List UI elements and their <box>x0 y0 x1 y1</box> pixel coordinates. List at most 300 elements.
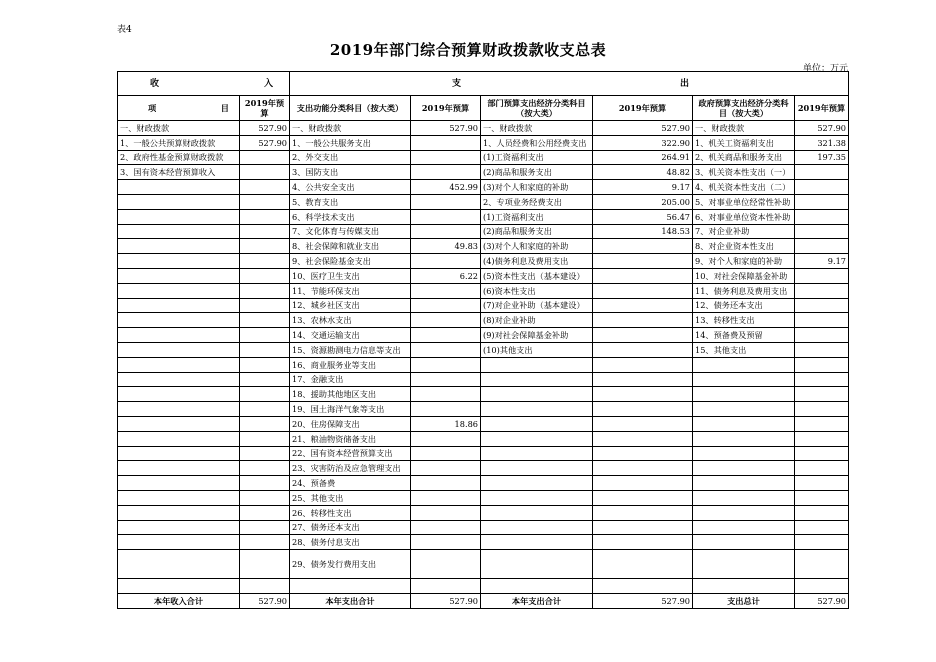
income-budget-cell <box>240 431 290 446</box>
income-item-header: 项 目 <box>118 96 240 121</box>
dept-budget-cell <box>593 490 693 505</box>
income-item-cell <box>118 550 240 579</box>
gov-budget-cell <box>795 490 849 505</box>
income-item-cell <box>118 431 240 446</box>
gov-item-cell <box>693 579 795 594</box>
table-number-note: 表4 <box>117 25 132 35</box>
income-item-cell <box>118 520 240 535</box>
func-budget-cell <box>411 254 481 269</box>
func-item-cell: 26、转移性支出 <box>290 505 411 520</box>
dept-budget-cell: 527.90 <box>593 121 693 136</box>
gov-item-cell: 7、对企业补助 <box>693 224 795 239</box>
func-label-cell: 本年支出合计 <box>290 593 411 608</box>
unit-label: 单位：万元 <box>802 64 848 74</box>
gov-budget-cell <box>795 298 849 313</box>
income-item-cell <box>118 313 240 328</box>
func-item-cell: 10、医疗卫生支出 <box>290 268 411 283</box>
gov-item-cell: 1、机关工资福利支出 <box>693 135 795 150</box>
table-row <box>118 283 849 298</box>
dept-budget-cell: 9.17 <box>593 180 693 195</box>
dept-budget-cell <box>593 387 693 402</box>
gov-budget-cell <box>795 446 849 461</box>
table-row <box>118 239 849 254</box>
func-budget-cell <box>411 402 481 417</box>
dept-item-cell: (8)对企业补助 <box>481 313 593 328</box>
func-item-cell: 1、一般公共服务支出 <box>290 135 411 150</box>
table-row <box>118 372 849 387</box>
income-budget-cell <box>240 372 290 387</box>
gov-budget-cell: 321.38 <box>795 135 849 150</box>
gov-budget-cell <box>795 402 849 417</box>
income-budget-cell <box>240 209 290 224</box>
table-row <box>118 165 849 180</box>
gov-item-cell: 5、对事业单位经常性补助 <box>693 194 795 209</box>
gov-item-cell: 8、对企业资本性支出 <box>693 239 795 254</box>
table-row <box>118 135 849 150</box>
gov-item-cell: 2、机关商品和服务支出 <box>693 150 795 165</box>
dept-budget-cell <box>593 579 693 594</box>
income-budget-cell <box>240 490 290 505</box>
income-item-cell <box>118 239 240 254</box>
gov-item-cell <box>693 402 795 417</box>
dept-item-cell <box>481 579 593 594</box>
func-item-cell: 9、社会保险基金支出 <box>290 254 411 269</box>
func-budget-cell <box>411 431 481 446</box>
table-row <box>118 298 849 313</box>
func-budget-cell <box>411 283 481 298</box>
func-budget-cell <box>411 209 481 224</box>
gov-budget-cell <box>795 461 849 476</box>
table-row <box>118 180 849 195</box>
gov-budget-cell: 527.90 <box>795 121 849 136</box>
gov-item-cell: 4、机关资本性支出（二） <box>693 180 795 195</box>
table-row <box>118 402 849 417</box>
dept-item-cell: (6)资本性支出 <box>481 283 593 298</box>
budget-header: 2019年预算 <box>593 96 693 121</box>
dept-budget-cell <box>593 268 693 283</box>
gov-budget-cell: 197.35 <box>795 150 849 165</box>
dept-item-cell: (5)资本性支出（基本建设） <box>481 268 593 283</box>
func-budget-cell: 18.86 <box>411 416 481 431</box>
table-row <box>118 150 849 165</box>
gov-item-cell <box>693 520 795 535</box>
func-budget-cell: 6.22 <box>411 268 481 283</box>
gov-item-cell: 13、转移性支出 <box>693 313 795 328</box>
gov-item-cell <box>693 476 795 491</box>
income-budget-cell <box>240 239 290 254</box>
income-label-cell: 本年收入合计 <box>118 593 240 608</box>
table-row <box>118 224 849 239</box>
dept-item-cell: (1)工资福利支出 <box>481 150 593 165</box>
gov-item-cell <box>693 490 795 505</box>
func-budget-cell <box>411 550 481 579</box>
func-budget-cell <box>411 520 481 535</box>
gov-label-cell: 支出总计 <box>693 593 795 608</box>
dept-item-cell <box>481 461 593 476</box>
gov-budget-cell <box>795 476 849 491</box>
dept-budget-cell: 264.91 <box>593 150 693 165</box>
dept-budget-cell: 56.47 <box>593 209 693 224</box>
gov-item-cell <box>693 446 795 461</box>
dept-budget-cell <box>593 461 693 476</box>
dept-budget-cell <box>593 239 693 254</box>
budget-header: 2019年预算 <box>795 96 849 121</box>
gov-budget-cell <box>795 180 849 195</box>
gov-item-cell <box>693 416 795 431</box>
income-budget-cell <box>240 520 290 535</box>
income-value-cell: 527.90 <box>240 593 290 608</box>
income-item-cell <box>118 268 240 283</box>
dept-item-cell: (9)对社会保障基金补助 <box>481 328 593 343</box>
func-item-cell: 25、其他支出 <box>290 490 411 505</box>
income-item-cell <box>118 446 240 461</box>
income-budget-cell: 527.90 <box>240 121 290 136</box>
func-item-cell: 24、预备费 <box>290 476 411 491</box>
gov-item-cell: 一、财政拨款 <box>693 121 795 136</box>
dept-item-cell <box>481 535 593 550</box>
table-row <box>118 520 849 535</box>
income-item-cell <box>118 372 240 387</box>
func-class-header: 支出功能分类科目（按大类） <box>290 96 411 121</box>
func-budget-cell <box>411 446 481 461</box>
func-item-cell: 一、财政拨款 <box>290 121 411 136</box>
func-budget-cell <box>411 194 481 209</box>
income-item-cell <box>118 535 240 550</box>
gov-value-cell: 527.90 <box>795 593 849 608</box>
dept-budget-cell <box>593 313 693 328</box>
gov-item-cell <box>693 387 795 402</box>
gov-item-cell: 11、债务利息及费用支出 <box>693 283 795 298</box>
dept-item-cell <box>481 431 593 446</box>
func-budget-cell <box>411 224 481 239</box>
gov-budget-cell <box>795 209 849 224</box>
income-budget-cell <box>240 446 290 461</box>
table-row <box>118 254 849 269</box>
gov-budget-cell <box>795 165 849 180</box>
income-budget-cell <box>240 283 290 298</box>
func-item-cell: 20、住房保障支出 <box>290 416 411 431</box>
table-row <box>118 194 849 209</box>
func-item-cell: 27、债务还本支出 <box>290 520 411 535</box>
gov-budget-cell <box>795 505 849 520</box>
income-budget-cell <box>240 550 290 579</box>
dept-budget-cell <box>593 520 693 535</box>
dept-budget-cell <box>593 550 693 579</box>
dept-budget-cell <box>593 416 693 431</box>
dept-item-cell: 一、财政拨款 <box>481 121 593 136</box>
table-row <box>118 121 849 136</box>
gov-item-cell: 3、机关资本性支出（一） <box>693 165 795 180</box>
income-budget-cell <box>240 165 290 180</box>
gov-budget-cell <box>795 342 849 357</box>
gov-budget-cell <box>795 431 849 446</box>
func-budget-cell <box>411 165 481 180</box>
gov-budget-cell <box>795 550 849 579</box>
income-budget-cell <box>240 180 290 195</box>
func-item-cell: 14、交通运输支出 <box>290 328 411 343</box>
gov-budget-cell <box>795 535 849 550</box>
table-row <box>118 461 849 476</box>
income-item-cell: 1、一般公共预算财政拨款 <box>118 135 240 150</box>
dept-label-cell: 本年支出合计 <box>481 593 593 608</box>
income-budget-cell <box>240 416 290 431</box>
income-item-cell <box>118 209 240 224</box>
gov-item-cell: 6、对事业单位资本性补助 <box>693 209 795 224</box>
gov-budget-cell <box>795 268 849 283</box>
dept-item-cell: (2)商品和服务支出 <box>481 165 593 180</box>
income-budget-cell <box>240 268 290 283</box>
dept-item-cell <box>481 446 593 461</box>
func-item-cell: 11、节能环保支出 <box>290 283 411 298</box>
dept-item-cell <box>481 505 593 520</box>
income-budget-cell <box>240 579 290 594</box>
totals-row <box>118 593 849 608</box>
gov-item-cell <box>693 550 795 579</box>
budget-header: 2019年预算 <box>240 96 290 121</box>
gov-budget-cell <box>795 520 849 535</box>
header-row-columns <box>118 96 849 121</box>
dept-budget-cell <box>593 254 693 269</box>
dept-item-cell: (3)对个人和家庭的补助 <box>481 239 593 254</box>
income-budget-cell <box>240 402 290 417</box>
func-item-cell: 29、债务发行费用支出 <box>290 550 411 579</box>
income-budget-cell <box>240 505 290 520</box>
gov-item-cell: 15、其他支出 <box>693 342 795 357</box>
func-budget-cell <box>411 476 481 491</box>
dept-item-cell <box>481 520 593 535</box>
gov-item-cell: 9、对个人和家庭的补助 <box>693 254 795 269</box>
income-budget-cell <box>240 476 290 491</box>
income-budget-cell: 527.90 <box>240 135 290 150</box>
table-row <box>118 505 849 520</box>
gov-budget-cell <box>795 194 849 209</box>
income-budget-cell <box>240 313 290 328</box>
table-row <box>118 387 849 402</box>
table-row <box>118 431 849 446</box>
dept-item-cell: (7)对企业补助（基本建设） <box>481 298 593 313</box>
income-budget-cell <box>240 194 290 209</box>
gov-budget-cell <box>795 372 849 387</box>
table-row <box>118 550 849 579</box>
dept-budget-cell <box>593 357 693 372</box>
dept-value-cell: 527.90 <box>593 593 693 608</box>
budget-summary-table <box>117 71 849 609</box>
func-budget-cell <box>411 490 481 505</box>
func-item-cell: 19、国土海洋气象等支出 <box>290 402 411 417</box>
gov-budget-cell <box>795 357 849 372</box>
dept-budget-cell: 148.53 <box>593 224 693 239</box>
dept-item-cell: (10)其他支出 <box>481 342 593 357</box>
income-item-cell <box>118 461 240 476</box>
dept-item-cell <box>481 490 593 505</box>
dept-budget-cell <box>593 298 693 313</box>
dept-econ-header: 部门预算支出经济分类科目（按大类） <box>481 96 593 121</box>
gov-item-cell: 12、债务还本支出 <box>693 298 795 313</box>
gov-budget-cell <box>795 239 849 254</box>
func-value-cell: 527.90 <box>411 593 481 608</box>
dept-budget-cell <box>593 328 693 343</box>
dept-item-cell <box>481 550 593 579</box>
func-budget-cell <box>411 461 481 476</box>
income-item-cell <box>118 579 240 594</box>
table-row <box>118 328 849 343</box>
table-row <box>118 535 849 550</box>
income-item-cell: 3、国有资本经营预算收入 <box>118 165 240 180</box>
dept-item-cell: 2、专项业务经费支出 <box>481 194 593 209</box>
func-item-cell: 8、社会保障和就业支出 <box>290 239 411 254</box>
func-item-cell: 15、资源勘测电力信息等支出 <box>290 342 411 357</box>
income-section-header: 收 入 <box>118 72 290 96</box>
income-budget-cell <box>240 254 290 269</box>
gov-budget-cell <box>795 579 849 594</box>
income-item-cell <box>118 357 240 372</box>
func-budget-cell: 49.83 <box>411 239 481 254</box>
dept-item-cell <box>481 387 593 402</box>
table-row <box>118 209 849 224</box>
table-row <box>118 342 849 357</box>
gov-budget-cell <box>795 224 849 239</box>
gov-budget-cell <box>795 283 849 298</box>
dept-budget-cell <box>593 505 693 520</box>
table-row <box>118 579 849 594</box>
func-item-cell: 5、教育支出 <box>290 194 411 209</box>
gov-item-cell: 14、预备费及预留 <box>693 328 795 343</box>
func-item-cell: 3、国防支出 <box>290 165 411 180</box>
dept-budget-cell <box>593 446 693 461</box>
dept-budget-cell <box>593 535 693 550</box>
gov-item-cell <box>693 461 795 476</box>
income-item-cell: 一、财政拨款 <box>118 121 240 136</box>
income-item-cell <box>118 387 240 402</box>
gov-item-cell <box>693 431 795 446</box>
income-item-cell <box>118 402 240 417</box>
dept-budget-cell: 322.90 <box>593 135 693 150</box>
gov-budget-cell <box>795 313 849 328</box>
table-row <box>118 357 849 372</box>
dept-item-cell: (3)对个人和家庭的补助 <box>481 180 593 195</box>
page-title: 2019年部门综合预算财政拨款收支总表 <box>329 41 607 59</box>
table-row <box>118 268 849 283</box>
income-item-cell <box>118 224 240 239</box>
func-item-cell: 16、商业服务业等支出 <box>290 357 411 372</box>
dept-item-cell <box>481 357 593 372</box>
income-budget-cell <box>240 535 290 550</box>
func-budget-cell: 527.90 <box>411 121 481 136</box>
table-row <box>118 416 849 431</box>
table-row <box>118 476 849 491</box>
dept-budget-cell <box>593 476 693 491</box>
func-budget-cell <box>411 150 481 165</box>
dept-item-cell: 1、人员经费和公用经费支出 <box>481 135 593 150</box>
gov-item-cell <box>693 357 795 372</box>
dept-budget-cell <box>593 283 693 298</box>
gov-econ-header: 政府预算支出经济分类科目（按大类） <box>693 96 795 121</box>
table-row <box>118 490 849 505</box>
func-item-cell: 2、外交支出 <box>290 150 411 165</box>
income-item-cell <box>118 505 240 520</box>
income-budget-cell <box>240 357 290 372</box>
func-item-cell: 23、灾害防治及应急管理支出 <box>290 461 411 476</box>
func-item-cell: 6、科学技术支出 <box>290 209 411 224</box>
gov-budget-cell <box>795 387 849 402</box>
dept-item-cell <box>481 402 593 417</box>
dept-item-cell: (1)工资福利支出 <box>481 209 593 224</box>
dept-item-cell: (4)债务利息及费用支出 <box>481 254 593 269</box>
gov-item-cell: 10、对社会保障基金补助 <box>693 268 795 283</box>
gov-item-cell <box>693 535 795 550</box>
income-item-cell <box>118 416 240 431</box>
income-budget-cell <box>240 461 290 476</box>
func-budget-cell <box>411 535 481 550</box>
func-item-cell: 21、粮油物资储备支出 <box>290 431 411 446</box>
income-item-cell <box>118 254 240 269</box>
income-budget-cell <box>240 342 290 357</box>
dept-budget-cell <box>593 402 693 417</box>
func-item-cell: 7、文化体育与传媒支出 <box>290 224 411 239</box>
func-budget-cell <box>411 313 481 328</box>
func-budget-cell <box>411 135 481 150</box>
income-item-cell <box>118 298 240 313</box>
table-row <box>118 313 849 328</box>
func-budget-cell <box>411 505 481 520</box>
dept-item-cell <box>481 416 593 431</box>
income-item-cell <box>118 194 240 209</box>
func-budget-cell <box>411 372 481 387</box>
dept-budget-cell: 48.82 <box>593 165 693 180</box>
dept-item-cell: (2)商品和服务支出 <box>481 224 593 239</box>
gov-budget-cell <box>795 416 849 431</box>
func-budget-cell <box>411 328 481 343</box>
income-item-cell <box>118 328 240 343</box>
income-item-cell <box>118 283 240 298</box>
func-budget-cell <box>411 298 481 313</box>
income-budget-cell <box>240 224 290 239</box>
dept-budget-cell <box>593 342 693 357</box>
func-item-cell: 22、国有资本经营预算支出 <box>290 446 411 461</box>
income-budget-cell <box>240 298 290 313</box>
func-item-cell: 13、农林水支出 <box>290 313 411 328</box>
budget-header: 2019年预算 <box>411 96 481 121</box>
table-row <box>118 446 849 461</box>
dept-budget-cell: 205.00 <box>593 194 693 209</box>
func-item-cell: 18、援助其他地区支出 <box>290 387 411 402</box>
dept-item-cell <box>481 476 593 491</box>
income-item-cell <box>118 476 240 491</box>
income-item-cell <box>118 342 240 357</box>
func-item-cell: 12、城乡社区支出 <box>290 298 411 313</box>
func-item-cell: 4、公共安全支出 <box>290 180 411 195</box>
func-item-cell <box>290 579 411 594</box>
header-row-sections <box>118 72 849 96</box>
dept-budget-cell <box>593 431 693 446</box>
func-budget-cell <box>411 342 481 357</box>
dept-item-cell <box>481 372 593 387</box>
income-budget-cell <box>240 328 290 343</box>
func-budget-cell <box>411 579 481 594</box>
func-budget-cell: 452.99 <box>411 180 481 195</box>
income-budget-cell <box>240 150 290 165</box>
gov-budget-cell <box>795 328 849 343</box>
func-item-cell: 28、债务付息支出 <box>290 535 411 550</box>
income-item-cell <box>118 490 240 505</box>
func-budget-cell <box>411 387 481 402</box>
income-item-cell <box>118 180 240 195</box>
gov-item-cell <box>693 505 795 520</box>
func-budget-cell <box>411 357 481 372</box>
dept-budget-cell <box>593 372 693 387</box>
income-budget-cell <box>240 387 290 402</box>
gov-budget-cell: 9.17 <box>795 254 849 269</box>
